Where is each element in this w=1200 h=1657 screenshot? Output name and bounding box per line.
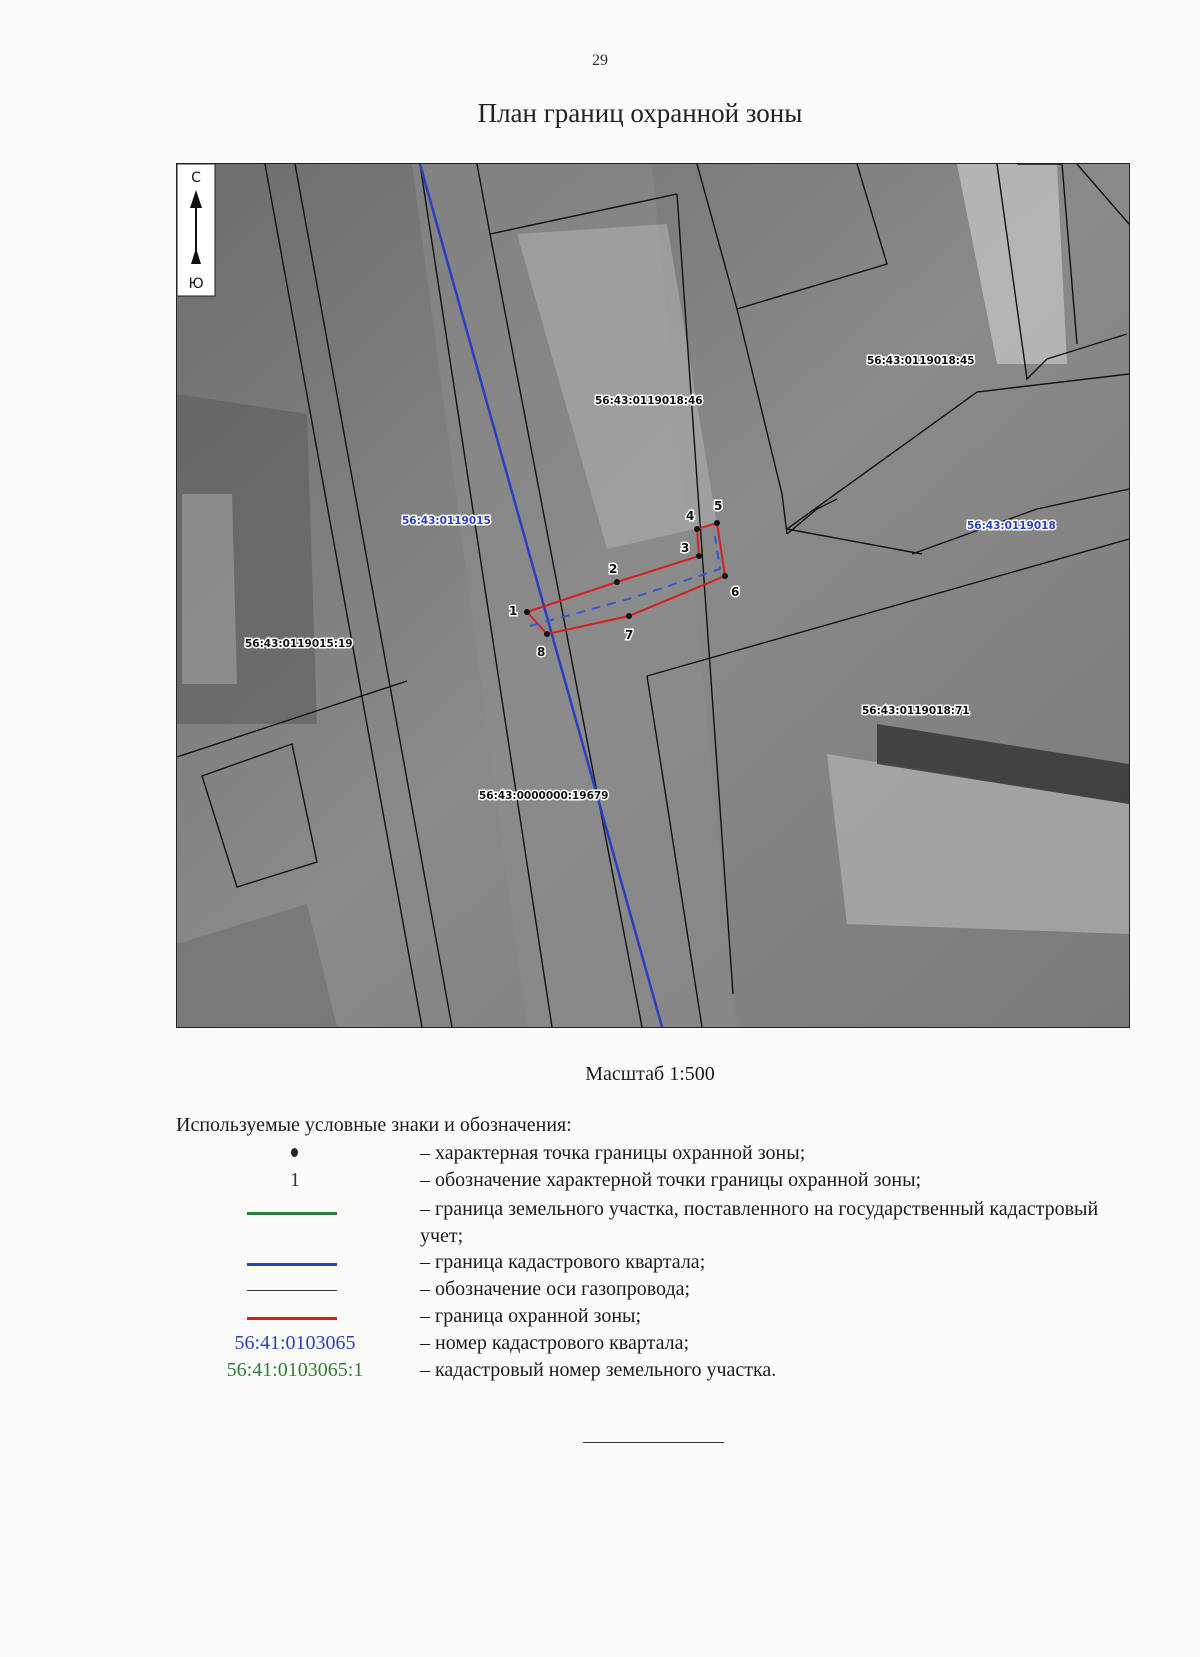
north-arrow [177, 164, 215, 296]
legend-description: – граница земельного участка, поставленного на государственный кадастровый учет; [420, 1198, 1099, 1247]
legend-symbol-dot [200, 1140, 390, 1167]
point-7 [626, 613, 632, 619]
point-label: 1 [509, 604, 518, 618]
parcel-label: 56:43:0119018:46 [595, 395, 703, 407]
legend-description: – номер кадастрового квартала; [420, 1332, 690, 1354]
point-label: 3 [681, 541, 690, 555]
parcel-label: 56:43:0119018:45 [867, 355, 975, 367]
parcel-label: 56:43:0000000:19679 [479, 790, 609, 802]
point-label: 7 [625, 628, 634, 642]
parcel-label: 56:43:0119018:71 [862, 705, 970, 717]
south-letter: Ю [188, 276, 204, 292]
closing-rule [583, 1442, 724, 1443]
quarter-label: 56:43:0119015 [402, 515, 491, 527]
map-scale: Масштаб 1:500 [585, 1063, 715, 1085]
point-label: 6 [731, 585, 740, 599]
legend-symbol-thin-line [200, 1276, 390, 1303]
building-roof-left [182, 494, 237, 684]
legend-symbol-text: 56:41:0103065:1 [226, 1359, 364, 1381]
point-6 [722, 573, 728, 579]
legend-symbol-text: 56:41:0103065 [234, 1332, 356, 1354]
point-label: 2 [609, 562, 618, 576]
point-3 [696, 553, 702, 559]
legend-symbol-line [200, 1303, 390, 1330]
point-2 [614, 579, 620, 585]
point-label: 5 [714, 499, 723, 513]
legend-symbol-text: 1 [290, 1169, 300, 1191]
legend-description: – граница кадастрового квартала; [420, 1251, 706, 1273]
legend-symbol-line [200, 1196, 390, 1223]
legend-description: – обозначение оси газопровода; [420, 1278, 691, 1300]
legend-description: – характерная точка границы охранной зоны; [420, 1142, 806, 1164]
legend-symbol-line [200, 1249, 390, 1276]
map-plan [176, 163, 1130, 1028]
point-1 [524, 609, 530, 615]
legend-description: – граница охранной зоны; [420, 1305, 642, 1327]
north-letter: С [191, 170, 201, 186]
page-number: 29 [592, 52, 608, 69]
point-label: 4 [686, 509, 695, 523]
point-8 [544, 631, 550, 637]
point-label: 8 [537, 645, 546, 659]
page-title: План границ охранной зоны [477, 98, 803, 128]
parcel-label: 56:43:0119015:19 [245, 638, 353, 650]
legend-heading: Используемые условные знаки и обозначения: [176, 1114, 572, 1136]
legend-description: – обозначение характерной точки границы охранной зоны; [420, 1169, 922, 1191]
point-4 [694, 526, 700, 532]
quarter-label: 56:43:0119018 [967, 520, 1056, 532]
legend-description: – кадастровый номер земельного участка. [420, 1359, 777, 1381]
point-5 [714, 520, 720, 526]
